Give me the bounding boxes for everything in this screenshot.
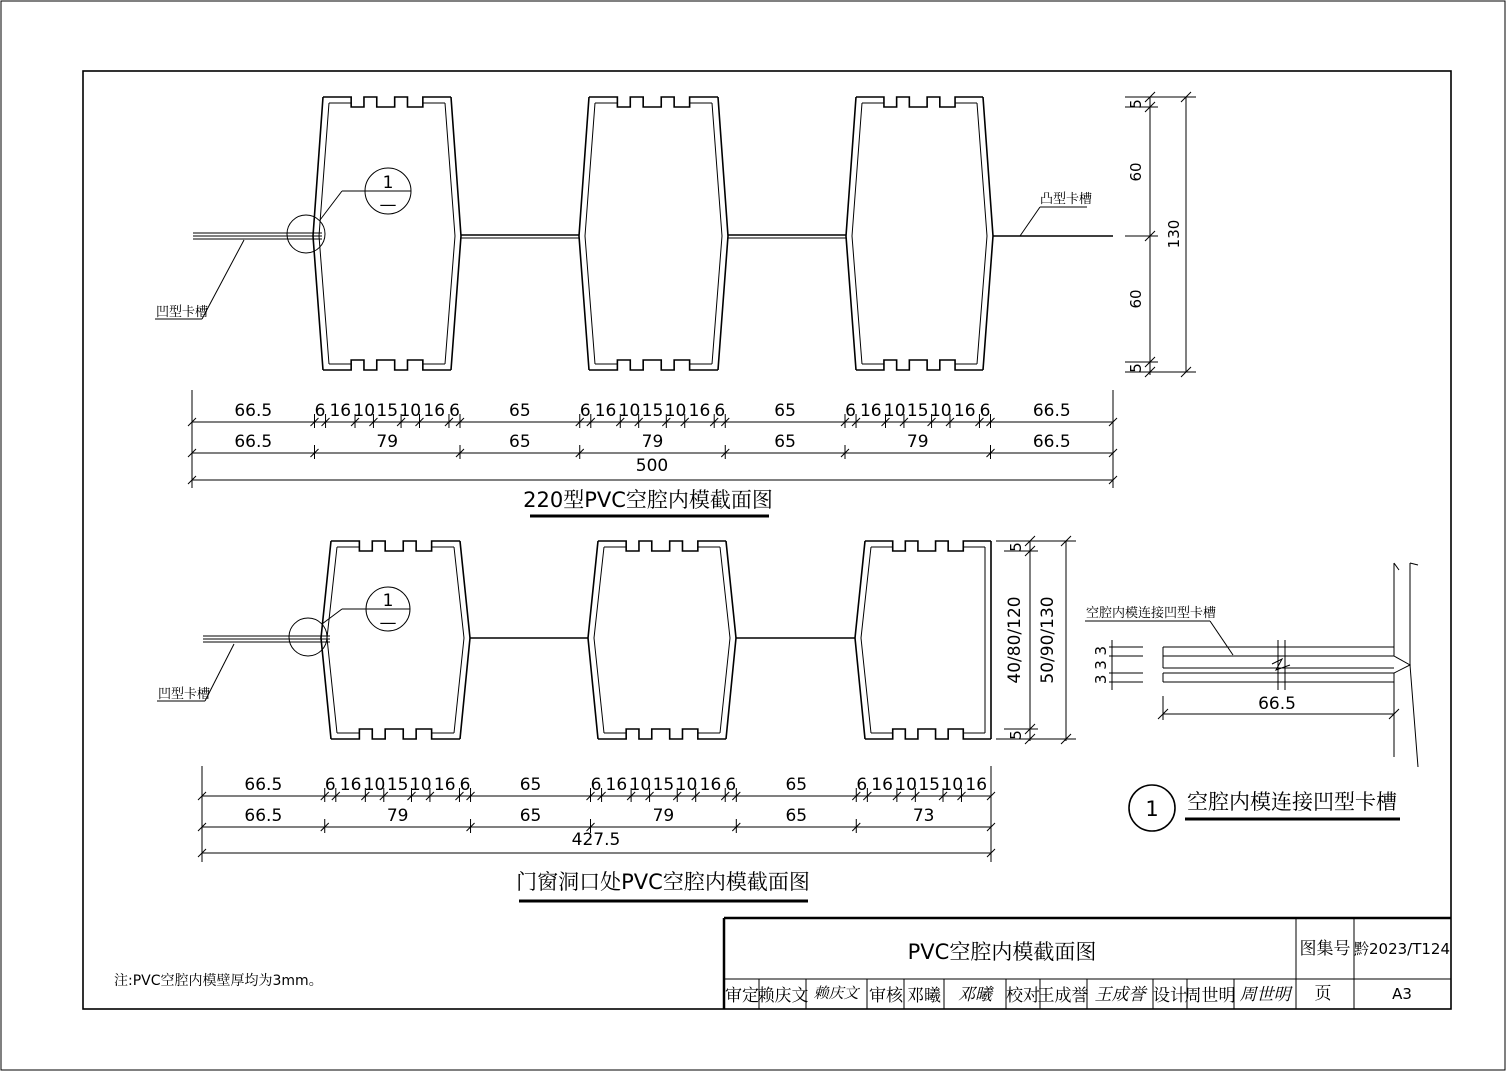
drawing2-dim-row1-label: 6: [725, 775, 737, 795]
drawing1-vdim-bottom: 5: [1127, 363, 1145, 373]
review-name: 邓曦: [907, 986, 941, 1006]
drawing2-dim-row1-label: 10: [675, 775, 698, 795]
drawing1-dim-row1-label: 10: [618, 401, 641, 421]
drawing1-dim-row1-label: 16: [688, 401, 711, 421]
detail-connection: [1085, 563, 1418, 767]
drawing2-dim-row2-label: 73: [912, 806, 935, 826]
drawing2-dim-row1-label: 66.5: [244, 775, 283, 795]
drawing1-dim-row1-label: 10: [664, 401, 687, 421]
atlas-value: 黔2023/T124: [1353, 940, 1451, 958]
profile-bottom-edge: [598, 729, 726, 739]
profile-left-wall: [321, 541, 331, 739]
drawing2-dim-row1-label: 6: [856, 775, 868, 795]
detail-label: 空腔内模连接凹型卡槽: [1086, 606, 1217, 621]
drawing2-dim-row1-label: 65: [519, 775, 542, 795]
drawing1-dim-row1-label: 10: [353, 401, 376, 421]
drawing2-dim-row1-label: 15: [386, 775, 409, 795]
drawing1-dim-row1-label: 10: [399, 401, 422, 421]
drawing1-concave-slot-label: 凹型卡槽: [156, 305, 209, 320]
drawing1-dim-row1-label: 65: [509, 401, 531, 421]
drawing2-title: 门窗洞口处PVC空腔内模截面图: [516, 870, 810, 894]
drawing2-dim-row1-label: 6: [324, 775, 336, 795]
profile-left-wall-inner: [861, 547, 871, 733]
drawing2-dim-row1-label: 6: [459, 775, 471, 795]
drawing1-dim-row1-label: 16: [423, 401, 446, 421]
drawing1-dim-row1-label: 6: [579, 401, 591, 421]
profile-top-edge: [865, 541, 991, 551]
drawing2-profile: [321, 541, 991, 739]
drawing1-dim-row1-label: 16: [953, 401, 976, 421]
profile-bottom-edge: [856, 360, 983, 370]
drawing2-vdim-top: 5: [1007, 542, 1025, 552]
drawing2-dim-row1-label: 10: [629, 775, 652, 795]
review-label: 审核: [869, 986, 903, 1006]
approve-name: 赖庆文: [757, 986, 809, 1006]
outer-border: [1, 1, 1505, 1070]
drawing1-dim-row1-label: 6: [979, 401, 991, 421]
title-block-drawing-name: PVC空腔内模截面图: [907, 940, 1097, 964]
drawing1-dim-row1-label: 66.5: [234, 401, 273, 421]
profile-right-wall: [451, 97, 461, 370]
drawing1-dim-row2-label: 66.5: [234, 432, 273, 452]
drawing1-callout-bottom: —: [379, 195, 397, 215]
drawing2-dim-row1-label: 15: [918, 775, 940, 795]
profile-left-wall-inner: [594, 547, 604, 733]
drawing1-dim-row2-label: 79: [641, 432, 664, 452]
profile-right-wall: [726, 541, 736, 739]
design-name: 周世明: [1184, 986, 1236, 1006]
profile-top-edge: [323, 97, 451, 107]
drawing1-vdim-upper: 60: [1127, 162, 1145, 182]
page-label: 页: [1314, 984, 1332, 1004]
drawing1-dim-row1-label: 10: [929, 401, 952, 421]
design-label: 设计: [1153, 986, 1187, 1006]
drawing2-dim-row1-label: 15: [652, 775, 675, 795]
drawing2-dim-row1-label: 65: [785, 775, 808, 795]
profile-bottom-edge: [865, 729, 991, 739]
drawing2-concave-slot-label: 凹型卡槽: [158, 687, 211, 702]
drawing1-left-slot: [155, 168, 411, 319]
check-signature: 王成誉: [1094, 985, 1146, 1005]
profile-left-wall: [588, 541, 598, 739]
drawing1-vdim-lower: 60: [1127, 289, 1145, 309]
drawing1-dim-row2-label: 65: [774, 432, 796, 452]
inner-frame: [83, 71, 1451, 1009]
profile-left-wall: [846, 97, 856, 370]
note-text: 注:PVC空腔内模壁厚均为3mm。: [114, 973, 323, 989]
drawing1-dim-row1-label: 6: [714, 401, 726, 421]
profile-left-wall-inner: [327, 547, 337, 733]
drawing1-dim-row1-label: 15: [376, 401, 399, 421]
drawing1-dim-row1-label: 16: [329, 401, 352, 421]
drawing2-vdim-bottom: 5: [1007, 730, 1025, 740]
drawing2-dim-row1-label: 10: [941, 775, 964, 795]
check-name: 王成誉: [1037, 986, 1089, 1006]
drawing2-vdim-left: 40/80/120: [1005, 596, 1025, 684]
drawing1-dim-row1-label: 6: [845, 401, 856, 421]
drawing2-dim-row2-label: 65: [785, 806, 808, 826]
profile-bottom-edge: [331, 729, 460, 739]
drawing1-dim-row2-label: 65: [509, 432, 531, 452]
drawing2-dim-row1-label: 10: [363, 775, 386, 795]
detail-title: 空腔内模连接凹型卡槽: [1187, 790, 1397, 814]
drawing2-dim-row1-label: 16: [871, 775, 893, 795]
drawing1-dim-row1-label: 10: [883, 401, 906, 421]
detail-stack-dims: 3 3 3: [1092, 645, 1110, 685]
drawing2-dim-row1-label: 16: [699, 775, 722, 795]
check-label: 校对: [1006, 986, 1040, 1006]
drawing1-dim-row1-label: 65: [774, 401, 796, 421]
profile-left-wall: [855, 541, 865, 739]
drawing1-vdim-top: 5: [1127, 99, 1145, 109]
drawing2-callout-bottom: —: [379, 613, 397, 633]
profile-top-edge: [856, 97, 983, 107]
profile-top-edge: [589, 97, 718, 107]
drawing1-dim-row2-label: 66.5: [1032, 432, 1071, 452]
drawing2-dim-row1-label: 16: [965, 775, 988, 795]
drawing2-dim-row1-label: 16: [433, 775, 456, 795]
drawing1-dim-row2-label: 79: [376, 432, 399, 452]
drawing2-dim-total: 427.5: [571, 830, 621, 850]
drawing1-dim-total: 500: [635, 456, 669, 476]
drawing2-dim-row1-label: 6: [590, 775, 602, 795]
atlas-label: 图集号: [1299, 939, 1351, 959]
drawing2-dim-row1-label: 10: [895, 775, 917, 795]
drawing1-callout-top: 1: [382, 173, 394, 193]
drawing1-dim-row1-label: 15: [906, 401, 929, 421]
profile-right-wall: [718, 97, 728, 370]
drawing2-dim-row2-label: 79: [652, 806, 675, 826]
profile-bottom-edge: [589, 360, 718, 370]
drawing1-dim-row1-label: 16: [594, 401, 617, 421]
drawing1-dim-row1-label: 66.5: [1032, 401, 1071, 421]
page-value: A3: [1392, 985, 1412, 1003]
drawing2-dim-row1-label: 16: [339, 775, 362, 795]
drawing1-right-slot: [1020, 207, 1113, 236]
design-signature: 周世明: [1239, 985, 1291, 1005]
drawing2-dim-row2-label: 66.5: [244, 806, 283, 826]
drawing2-left-slot: [157, 587, 410, 701]
drawing1-dim-row1-label: 6: [449, 401, 460, 421]
profile-right-wall: [983, 97, 993, 370]
profile-right-wall-inner: [720, 547, 730, 733]
drawing1-dim-row1-label: 6: [314, 401, 326, 421]
drawing1-vdim-total: 130: [1165, 219, 1183, 249]
review-signature: 邓曦: [958, 985, 992, 1005]
profile-top-edge: [598, 541, 726, 551]
drawing1-dim-row2-label: 79: [906, 432, 929, 452]
profile-right-wall-inner: [454, 547, 464, 733]
drawing2-dim-row1-label: 16: [605, 775, 628, 795]
detail-number: 1: [1145, 797, 1159, 821]
drawing2-callout-top: 1: [382, 591, 394, 611]
profile-left-wall: [579, 97, 589, 370]
drawing1-vertical-dims: [1125, 92, 1196, 377]
drawing2-vdim-right: 50/90/130: [1038, 596, 1058, 684]
detail-width: 66.5: [1258, 694, 1296, 714]
drawing1-title: 220型PVC空腔内模截面图: [523, 488, 773, 512]
drawing1-dim-row1-label: 16: [859, 401, 882, 421]
drawing2-dim-row1-label: 10: [409, 775, 432, 795]
drawing1-dim-row1-label: 15: [641, 401, 664, 421]
approve-label: 审定: [725, 986, 759, 1006]
profile-top-edge: [331, 541, 460, 551]
drawing2-dim-row2-label: 79: [386, 806, 409, 826]
approve-signature: 赖庆文: [813, 984, 859, 1002]
profile-right-wall: [460, 541, 470, 739]
drawing1-profile: [313, 97, 1020, 370]
drawing2-dim-row2-label: 65: [519, 806, 542, 826]
profile-bottom-edge: [323, 360, 451, 370]
drawing1-convex-slot-label: 凸型卡槽: [1040, 192, 1093, 207]
